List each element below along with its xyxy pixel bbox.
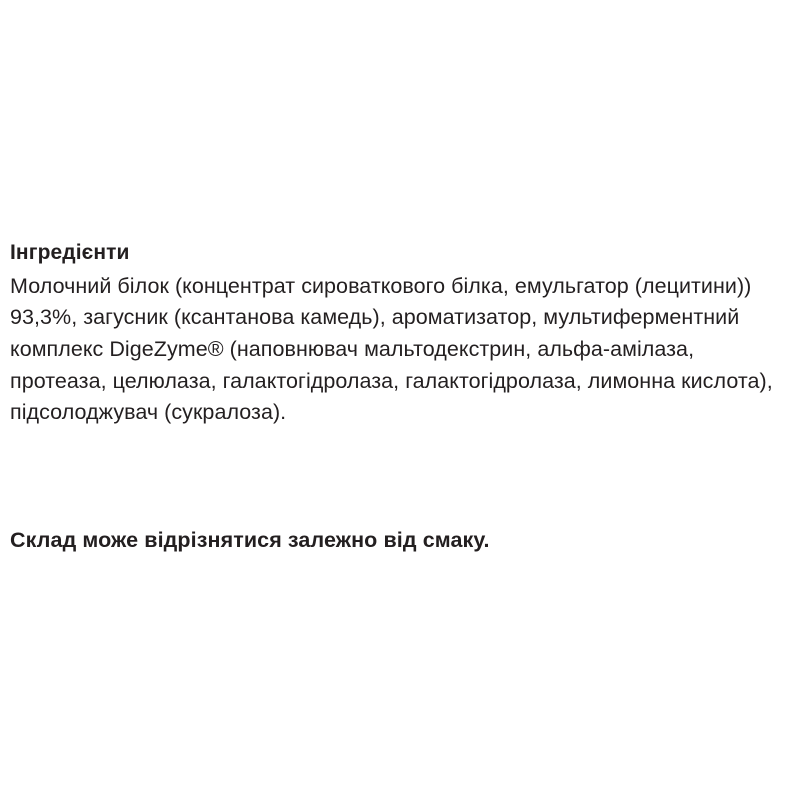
ingredients-heading: Інгредієнти: [10, 241, 130, 264]
ingredients-text: Молочний білок (концентрат сироваткового білка, емульгатор (лецитини)) 93,3%, загусник (ксантанова камедь), ароматизатор, мультиферментний комплекс DigeZyme® (наповнювач мальтодекстрин, альфа-амілаза, протеаза, целюлаза, галактогідролаза, галактогідролаза, лимонна кислота), підсолоджувач (сукралоза).: [10, 273, 773, 425]
flavour-variation-note: Склад може відрізнятися залежно від смаку.: [10, 528, 490, 552]
ingredients-section: [10, 238, 792, 429]
